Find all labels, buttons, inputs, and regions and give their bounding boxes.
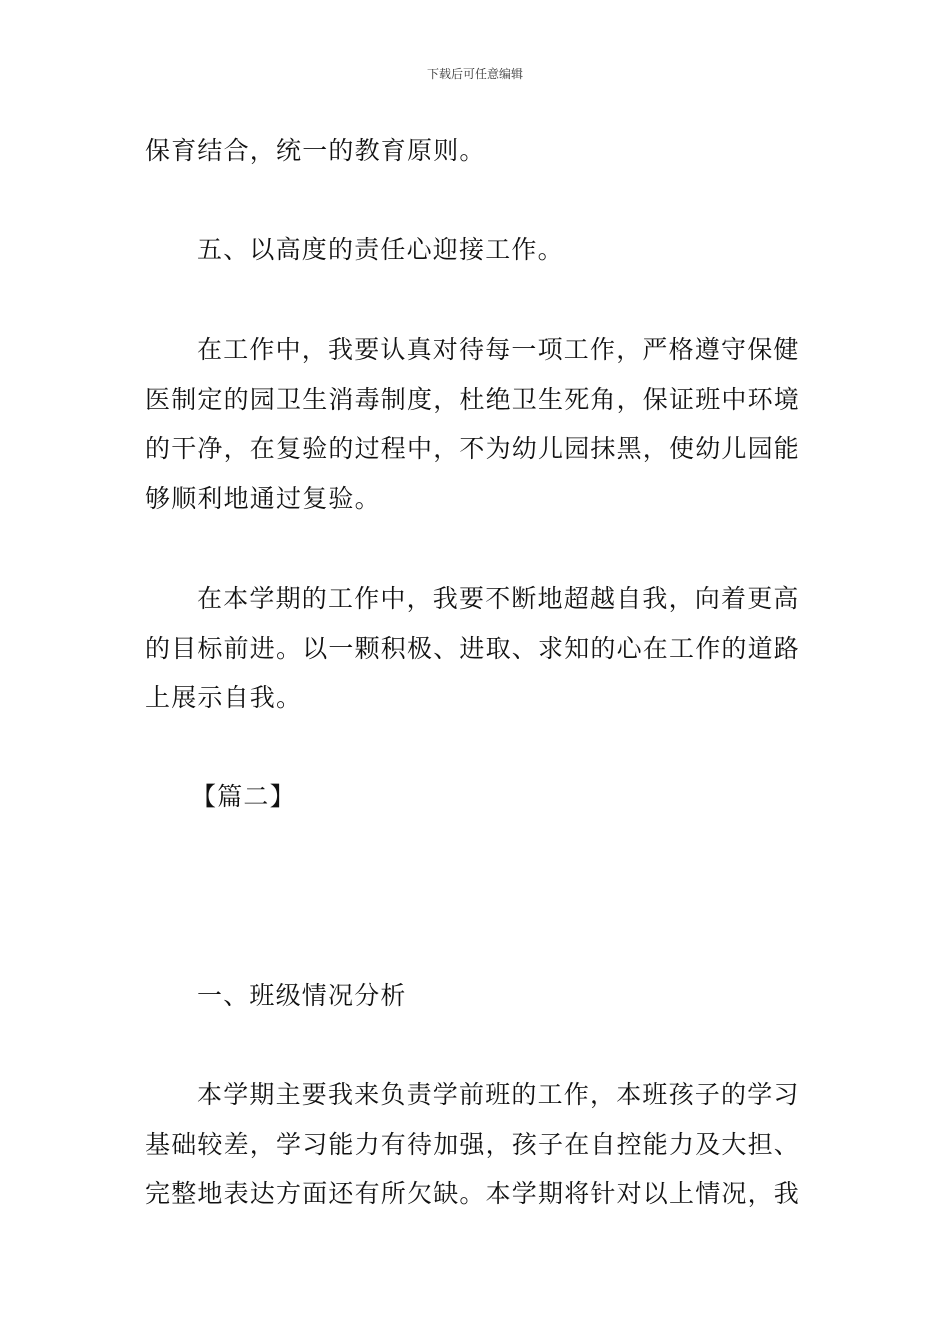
text-line: 保育结合，统一的教育原则。	[145, 136, 486, 165]
text-line: 在工作中，我要认真对待每一项工作，严格遵守保健	[197, 335, 800, 364]
heading-text: 一、班级情况分析	[197, 981, 407, 1010]
text-line: 上展示自我。	[145, 683, 303, 712]
text-line: 基础较差，学习能力有待加强，孩子在自控能力及大担、	[145, 1129, 801, 1159]
text-line: 本学期主要我来负责学前班的工作，本班孩子的学习	[197, 1080, 800, 1109]
section-heading-five	[145, 225, 807, 275]
page-header: 下载后可任意编辑	[426, 67, 523, 81]
paragraph-continuation	[145, 126, 807, 176]
heading-text: 【篇二】	[191, 782, 296, 811]
section-heading-class-analysis	[145, 971, 807, 1021]
paragraph-self-improvement	[145, 574, 807, 723]
text-line: 够顺利地通过复验。	[145, 483, 381, 513]
text-line: 医制定的园卫生消毒制度，杜绝卫生死角，保证班中环境	[145, 384, 801, 414]
part-two-heading	[145, 772, 807, 822]
text-line: 在本学期的工作中，我要不断地超越自我，向着更高	[197, 584, 800, 613]
heading-text: 五、以高度的责任心迎接工作。	[197, 235, 564, 264]
text-line: 的目标前进。以一颗积极、进取、求知的心在工作的道路	[145, 633, 801, 663]
paragraph-work-hygiene	[145, 325, 807, 523]
text-line: 的干净，在复验的过程中，不为幼儿园抹黑，使幼儿园能	[145, 434, 801, 463]
text-line: 完整地表达方面还有所欠缺。本学期将针对以上情况，我	[145, 1179, 801, 1208]
paragraph-class-analysis	[145, 1070, 807, 1219]
